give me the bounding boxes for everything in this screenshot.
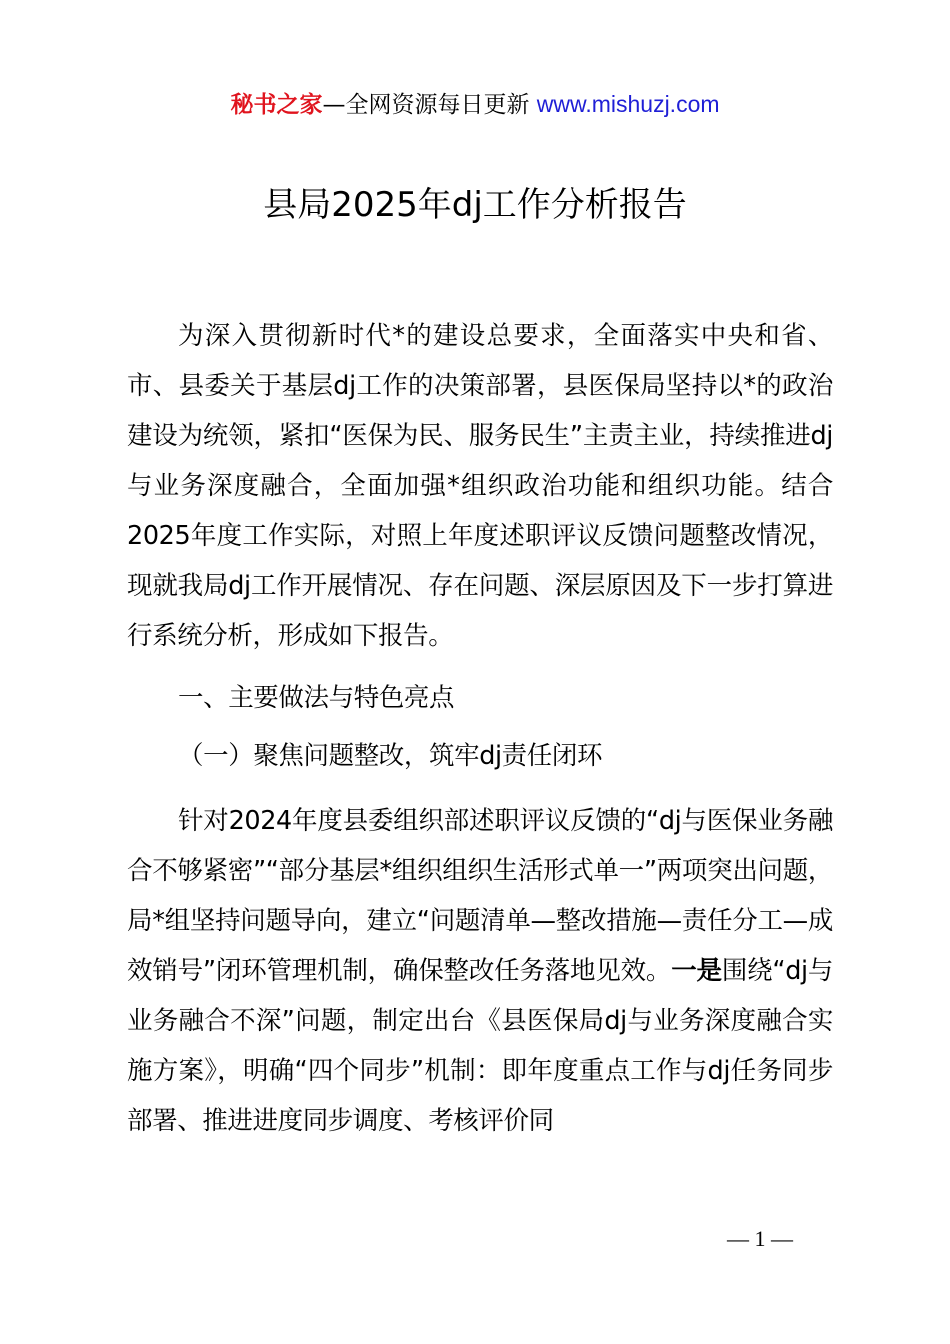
body-paragraph [127, 796, 833, 1146]
body-paragraph-main: 针对2024年度县委组织部述职评议反馈的“dj与医保业务融合不够紧密”“部分基层*组织组织生活形式单一”两项突出问题，局*组坚持问题导向，建立“问题清单—整改措施—责任分工—成效销号”闭环管理机制，确保整改任务落地见效。 [127, 806, 833, 986]
page-number: — 1 — [727, 1226, 793, 1251]
header-tagline: —全网资源每日更新 [322, 92, 537, 118]
body-paragraph-lead: 一是 [671, 956, 722, 986]
subsection-heading [127, 731, 833, 781]
document-title: 县局2025年dj工作分析报告 [263, 185, 687, 225]
body-paragraph-continuation: 围绕“dj与业务融合不深”问题，制定出台《县医保局dj与业务深度融合实施方案》，明确“四个同步”机制：即年度重点工作与dj任务同步部署、推进进度同步调度、考核评价同 [127, 956, 833, 1136]
intro-paragraph [127, 311, 833, 661]
subsection-heading-text: （一）聚焦问题整改，筑牢dj责任闭环 [178, 741, 603, 771]
body-paragraph-text [127, 796, 833, 1146]
site-url-link[interactable]: www.mishuzj.com [536, 91, 720, 117]
section-heading-text: 一、主要做法与特色亮点 [178, 683, 455, 713]
site-header [0, 88, 950, 121]
intro-paragraph-text: 为深入贯彻新时代*的建设总要求，全面落实中央和省、市、县委关于基层dj工作的决策部署，县医保局坚持以*的政治建设为统领，紧扣“医保为民、服务民生”主责主业，持续推进dj与业务深度融合，全面加强*组织政治功能和组织功能。结合2025年度工作实际，对照上年度述职评议反馈问题整改情况，现就我局dj工作开展情况、存在问题、深层原因及下一步打算进行系统分析，形成如下报告。 [127, 321, 833, 651]
section-heading [127, 673, 833, 723]
brand-name: 秘书之家 [230, 92, 323, 118]
